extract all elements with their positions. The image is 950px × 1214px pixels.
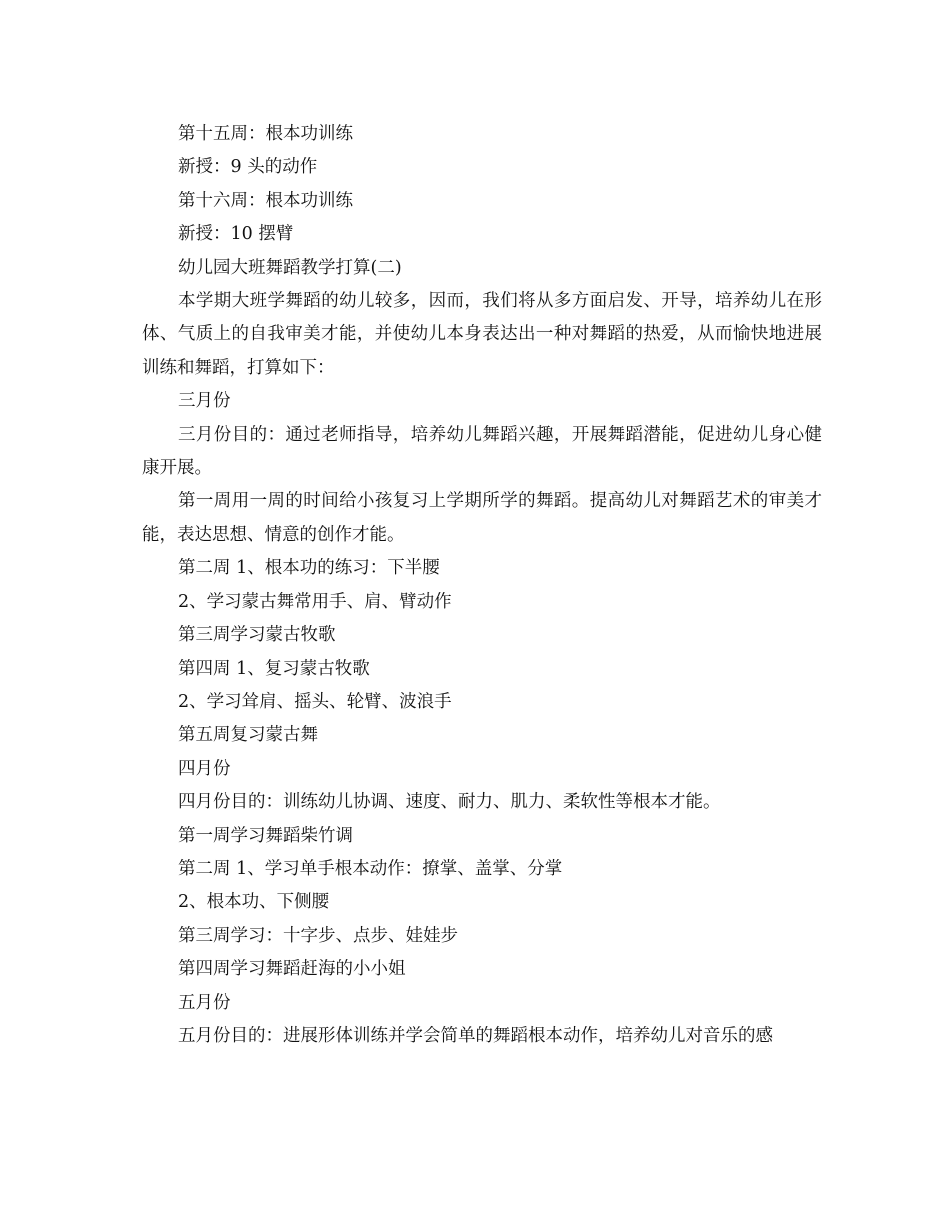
section-title: 幼儿园大班舞蹈教学打算(二) bbox=[178, 257, 402, 278]
paragraph: 本学期大班学舞蹈的幼儿较多，因而，我们将从多方面启发、开导，培养幼儿在形体、气质上的自我审美才能，并使幼儿本身表达出一种对舞蹈的热爱，从而愉快地进展训练和舞蹈，打算如下： bbox=[142, 291, 822, 378]
paragraph: 第十六周：根本功训练 bbox=[178, 190, 353, 211]
month-heading: 四月份 bbox=[178, 758, 231, 779]
month-heading: 五月份 bbox=[178, 992, 231, 1013]
paragraph: 四月份目的：训练幼儿协调、速度、耐力、肌力、柔软性等根本才能。 bbox=[178, 792, 721, 813]
paragraph: 第二周 1、学习单手根本动作：撩掌、盖掌、分掌 bbox=[178, 858, 563, 879]
paragraph: 第五周复习蒙古舞 bbox=[178, 725, 318, 746]
paragraph: 第四周学习舞蹈赶海的小小姐 bbox=[178, 959, 406, 980]
document-body bbox=[142, 118, 822, 1053]
paragraph: 新授：10 摆臂 bbox=[178, 224, 294, 245]
paragraph: 2、根本功、下侧腰 bbox=[178, 892, 330, 913]
paragraph: 第一周用一周的时间给小孩复习上学期所学的舞蹈。提高幼儿对舞蹈艺术的审美才能，表达思想、情意的创作才能。 bbox=[142, 491, 822, 545]
paragraph: 第二周 1、根本功的练习：下半腰 bbox=[178, 558, 440, 579]
paragraph: 第四周 1、复习蒙古牧歌 bbox=[178, 658, 370, 679]
paragraph: 第三周学习蒙古牧歌 bbox=[178, 625, 336, 646]
paragraph: 第三周学习：十字步、点步、娃娃步 bbox=[178, 925, 458, 946]
month-heading: 三月份 bbox=[178, 391, 231, 412]
paragraph: 第一周学习舞蹈柴竹调 bbox=[178, 825, 353, 846]
paragraph: 2、学习蒙古舞常用手、肩、臂动作 bbox=[178, 591, 452, 612]
paragraph: 2、学习耸肩、摇头、轮臂、波浪手 bbox=[178, 691, 452, 712]
paragraph: 新授：9 头的动作 bbox=[178, 157, 318, 178]
paragraph: 第十五周：根本功训练 bbox=[178, 124, 353, 144]
paragraph: 五月份目的：进展形体训练并学会简单的舞蹈根本动作，培养幼儿对音乐的感 bbox=[178, 1025, 773, 1046]
paragraph: 三月份目的：通过老师指导，培养幼儿舞蹈兴趣，开展舞蹈潜能，促进幼儿身心健康开展。 bbox=[142, 424, 822, 479]
